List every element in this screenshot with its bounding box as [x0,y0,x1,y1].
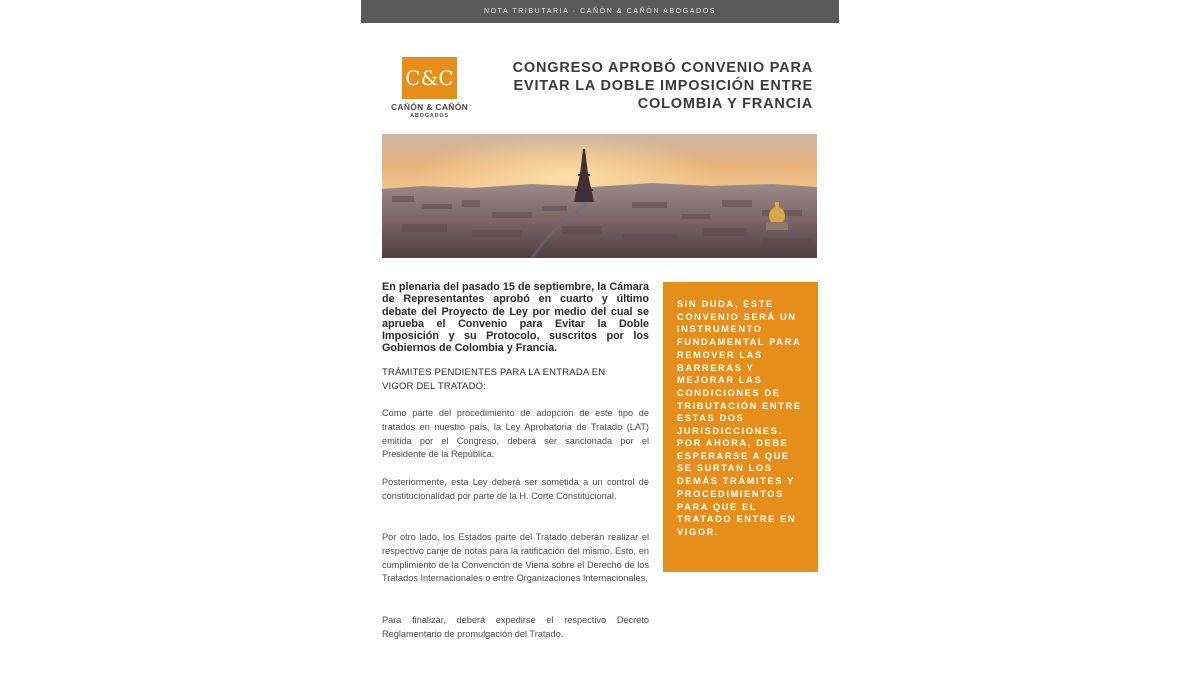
paris-skyline-photo [382,134,817,258]
body-paragraph: Para finalizar, deberá expedirse el respectivo Decreto Reglamentario de promulgación del Tratado. [382,615,649,639]
section-heading: TRÁMITES PENDIENTES PARA LA ENTRADA EN VIGOR DEL TRATADO: [382,367,606,392]
firm-logo [402,57,457,99]
highlight-quote-2: POR AHORA, DEBE ESPERARSE A QUE SE SURTAN LOS DEMÁS TRÁMITES Y PROCEDIMIENTOS PARA QUE EL TRATADO ENTRE EN VIGOR. [677,438,797,537]
banner-text: NOTA TRIBUTARIA · CAÑÓN & CAÑÓN ABOGADOS [483,8,717,15]
newsletter-page [361,0,839,675]
article-title: CONGRESO APROBÓ CONVENIO PARA EVITAR LA DOBLE IMPOSICIÓN ENTRE COLOMBIA Y FRANCIA [512,60,813,112]
logo-mark: C&C [405,66,454,90]
body-paragraph: Como parte del procedimiento de adopción de este tipo de tratados en nuestro país, la Ley Aprobatoria de Tratado (LAT) emitida por el Congreso, deberá ser sancionada por el Presidente de la República. [382,408,649,460]
highlight-box [663,282,818,572]
logo-name: CAÑÓN & CAÑÓN [390,102,469,112]
lead-paragraph: En plenaria del pasado 15 de septiembre, la Cámara de Representantes aprobó en cuarto y último debate del Proyecto de Ley por medio del cual se aprueba el Convenio para Evitar la Doble Imposición y su Protocolo, suscritos por los Gobiernos de Colombia y Francia. [382,281,649,355]
highlight-quote-1: SIN DUDA, ESTE CONVENIO SERÁ UN INSTRUMENTO FUNDAMENTAL PARA REMOVER LAS BARRERAS Y MEJORAR LAS CONDICIONES DE TRIBUTACIÓN ENTRE ESTAS DOS JURISDICCIONES. [677,299,802,437]
body-paragraph: Posteriormente, esta Ley deberá ser sometida a un control de constitucionalidad por parte de la H. Corte Constitucional. [382,477,649,501]
logo-subtitle: ABOGADOS [410,113,449,119]
top-banner [361,0,839,23]
body-paragraph: Por otro lado, los Estados parte del Tratado deberán realizar el respectivo canje de notas para la ratificación del mismo. Esto, en cumplimiento de la Convención de Viena sobre el Derecho de los Tratados Internacionales o entre Organizaciones Internacionales. [382,532,649,584]
